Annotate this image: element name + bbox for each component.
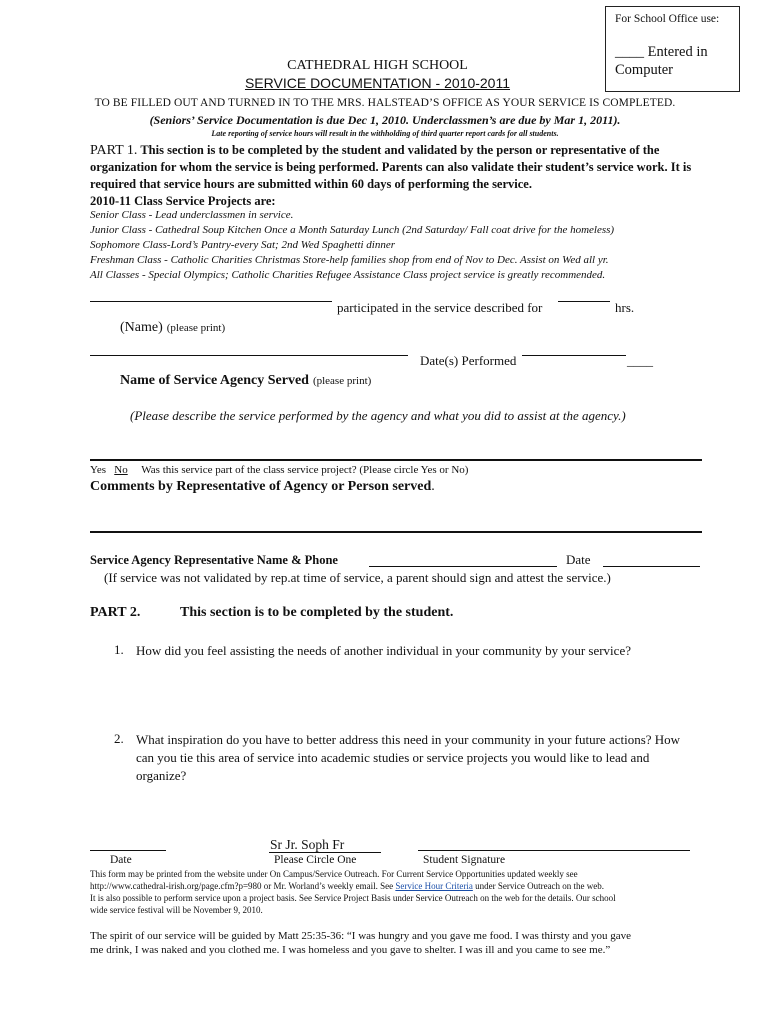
q2-number: 2.: [114, 731, 124, 746]
dates-field[interactable]: [522, 355, 626, 356]
comments-line[interactable]: [90, 531, 702, 533]
name-caption: [120, 318, 225, 336]
rep-date-field[interactable]: [603, 566, 700, 567]
rep-date-label: Date: [566, 552, 591, 567]
service-hour-criteria-link[interactable]: Service Hour Criteria: [395, 881, 473, 891]
instruction-line: TO BE FILLED OUT AND TURNED IN TO THE MRS. HALSTEAD’S OFFICE AS YOUR SERVICE IS COMPLETED.: [94, 97, 676, 109]
hours-field[interactable]: [558, 301, 610, 302]
hours-label: hrs.: [615, 300, 635, 315]
no-option[interactable]: No: [114, 464, 128, 476]
rep-note: (If service was not validated by rep.at time of service, a parent should sign and attest the service.): [104, 570, 611, 585]
agency-field[interactable]: [90, 355, 408, 356]
name-field[interactable]: [90, 301, 332, 302]
project-junior: Junior Class - Cathedral Soup Kitchen Once a Month Saturday Lunch (2nd Saturday/ Fall coat drive for the homeless): [90, 224, 615, 236]
date-caption: Date: [110, 854, 132, 866]
class-options[interactable]: Sr Jr. Soph Fr: [270, 837, 345, 852]
due-dates: (Seniors’ Service Documentation is due Dec 1, 2010. Underclassmen’s are due by Mar 1, 2011).: [149, 113, 621, 127]
school-name: CATHEDRAL HIGH SCHOOL: [287, 58, 468, 73]
spirit-line-2: me drink, I was naked and you clothed me. I was homeless and you gave to shelter. I was ill and you came to see me.”: [90, 944, 611, 956]
q2-text: What inspiration do you have to better address this need in your community in your future actions? How can you tie this area of service into academic studies or service projects you would like to lead and organize?: [136, 732, 681, 783]
footer-note-1: This form may be printed from the website under On Campus/Service Outreach. For Current Service Opportunities updated weekly see: [90, 869, 578, 879]
class-options-underline: [269, 852, 381, 853]
describe-instruction: (Please describe the service performed by the agency and what you did to assist at the agency.): [130, 408, 626, 423]
project-freshman: Freshman Class - Catholic Charities Christmas Store-help families shop from end of Nov to Dec. Assist on Wed all yr.: [90, 254, 609, 266]
name-label: (Name): [120, 320, 163, 335]
agency-caption: [120, 371, 371, 389]
project-sophomore: Sophomore Class-Lord’s Pantry-every Sat; 2nd Wed Spaghetti dinner: [90, 239, 396, 251]
project-all-classes: All Classes - Special Olympics; Catholic Charities Refugee Assistance Class project service is greatly recommended.: [90, 269, 606, 281]
footer-url-text: http://www.cathedral-irish.org/page.cfm?p=980 or Mr. Worland’s weekly email. See: [90, 881, 394, 891]
footer-note-4: wide service festival will be November 9, 2010.: [90, 905, 263, 915]
circle-caption: Please Circle One: [274, 854, 357, 866]
q1-number: 1.: [114, 642, 124, 657]
part2-heading: PART 2.: [90, 605, 141, 620]
signature-field[interactable]: [418, 850, 690, 851]
footer-url-tail: under Service Outreach on the web.: [475, 881, 605, 891]
project-senior: Senior Class - Lead underclassmen in service.: [90, 209, 294, 221]
part1-text: This section is to be completed by the student and validated by the person or representative of the organization for whom the service is being performed. Parents can also validate their student’s service work. It is required that service hours are submitted within 60 days of performing the service.: [90, 143, 692, 191]
description-line[interactable]: [90, 459, 702, 461]
office-use-label: For School Office use:: [615, 13, 720, 25]
please-print-name: (please print): [166, 322, 226, 334]
document-title: SERVICE DOCUMENTATION - 2010-2011: [244, 75, 511, 91]
agency-label: Name of Service Agency Served: [120, 373, 309, 388]
please-print-agency: (please print): [312, 375, 372, 387]
class-project-question: [90, 464, 468, 476]
q1-text: How did you feel assisting the needs of another individual in your community by your service?: [136, 643, 631, 658]
part1-heading: PART 1.: [90, 143, 138, 158]
late-warning: Late reporting of service hours will result in the withholding of third quarter report cards for all students.: [211, 129, 559, 138]
rep-field[interactable]: [369, 566, 557, 567]
dates-tail: ____: [627, 353, 653, 368]
class-project-text: Was this service part of the class service project? (Please circle Yes or No): [141, 464, 469, 476]
entered-in-computer: ____ Entered in Computer: [615, 44, 708, 78]
participated-label: participated in the service described for: [337, 300, 543, 315]
footer-note-3: It is also possible to perform service upon a project basis. See Service Project Basis under Service Outreach on the web for the details. Our school: [90, 893, 616, 903]
yes-option[interactable]: Yes: [90, 464, 107, 476]
projects-heading: 2010-11 Class Service Projects are:: [90, 194, 276, 208]
dates-label: Date(s) Performed: [420, 353, 517, 368]
signature-caption: Student Signature: [423, 854, 506, 866]
part1-section: [90, 142, 710, 210]
spirit-line-1: The spirit of our service will be guided by Matt 25:35-36: “I was hungry and you gave me food. I was thirsty and you gave: [90, 930, 632, 942]
comments-label: Comments by Representative of Agency or Person served.: [90, 479, 435, 494]
rep-label: Service Agency Representative Name & Phone: [90, 553, 338, 567]
date-field[interactable]: [90, 850, 166, 851]
part2-text: This section is to be completed by the student.: [180, 605, 454, 620]
footer-note-2: [90, 881, 604, 891]
